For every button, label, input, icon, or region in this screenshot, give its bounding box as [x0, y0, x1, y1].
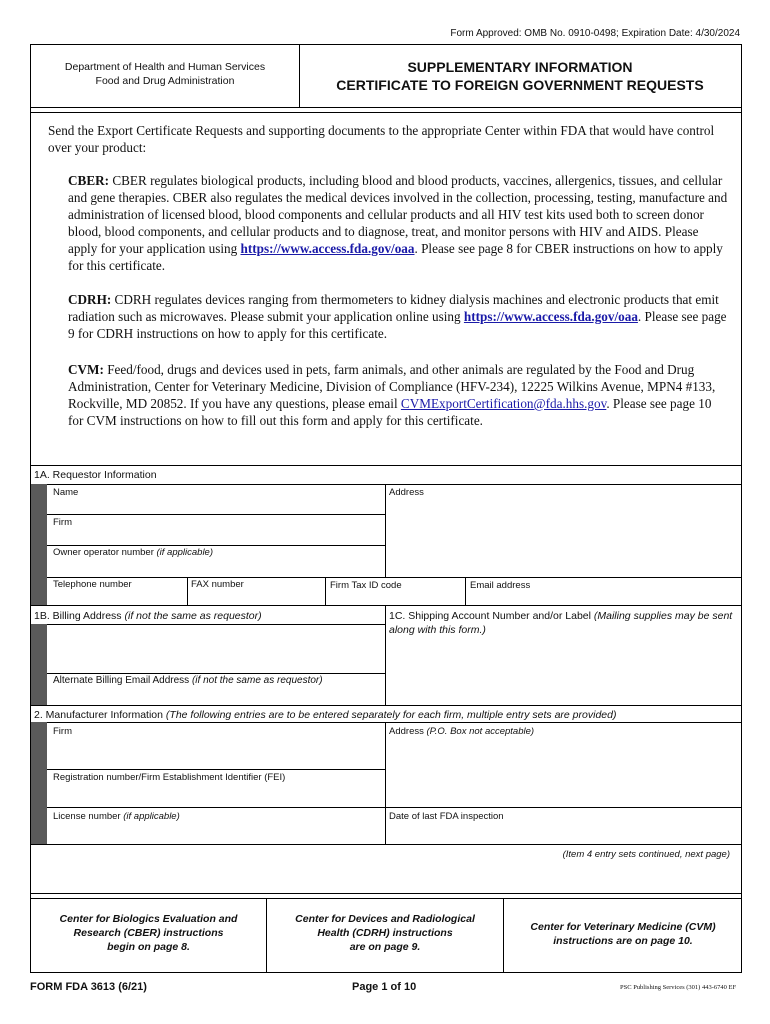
footer-cber-instructions: Center for Biologics Evaluation and Research (CBER) instructions begin on page 8.: [59, 913, 238, 953]
registration-field[interactable]: [48, 784, 384, 806]
address-field[interactable]: [387, 498, 740, 576]
cdrh-paragraph: CDRH: CDRH regulates devices ranging from thermometers to kidney dialysis machines and electronic products that emit radiation such as microwaves. Please submit your application online using https://www.access.fda.gov/oaa. Please see page 9 for CDRH instructions on how to apply for this certificate.: [68, 292, 727, 341]
owner-operator-label: Owner operator number (if applicable): [53, 547, 213, 558]
publisher-note: PSC Publishing Services (301) 443-6740 EF: [620, 984, 737, 991]
cvm-email-link[interactable]: CVMExportCertification@fda.hhs.gov: [400, 396, 607, 411]
tax-id-label: Firm Tax ID code: [330, 580, 402, 591]
mfr-firm-field[interactable]: [48, 738, 384, 768]
cdrh-link[interactable]: https://www.access.fda.gov/oaa: [463, 309, 638, 324]
continued-note: (Item 4 entry sets continued, next page): [562, 849, 730, 860]
telephone-label: Telephone number: [53, 579, 132, 590]
inspection-label: Date of last FDA inspection: [389, 811, 504, 822]
footer-cdrh-instructions: Center for Devices and Radiological Health (CDRH) instructions are on page 9.: [295, 913, 475, 953]
name-field[interactable]: [48, 498, 384, 514]
alt-billing-email-field[interactable]: [48, 688, 384, 704]
name-label: Name: [53, 487, 79, 498]
page-number: Page 1 of 10: [352, 981, 417, 993]
fax-label: FAX number: [191, 579, 244, 590]
billing-address-field[interactable]: [48, 626, 384, 672]
cvm-paragraph: CVM: Feed/food, drugs and devices used in pets, farm animals, and other animals are regulated by the Food and Drug Administration, Center for Veterinary Medicine, Division of Compliance (HFV-234), 12225 Wilkins Avenue, MPN4 #133, Rockville, MD 20852. If you have any questions, please email CVMExportCertification@fda.hhs.gov. Please see page 10 for CVM instructions on how to fill out this form and apply for this certificate.: [68, 362, 716, 428]
shipping-account-field[interactable]: [387, 638, 740, 704]
owner-operator-field[interactable]: [48, 558, 384, 576]
inspection-field[interactable]: [387, 823, 740, 843]
email-field[interactable]: [467, 590, 740, 604]
form-title: SUPPLEMENTARY INFORMATION CERTIFICATE TO FOREIGN GOVERNMENT REQUESTS: [336, 59, 704, 93]
license-label: License number (if applicable): [53, 811, 180, 822]
mfr-address-label: Address (P.O. Box not acceptable): [389, 726, 535, 737]
tax-id-field[interactable]: [327, 590, 464, 604]
registration-label: Registration number/Firm Establishment Identifier (FEI): [53, 772, 286, 783]
email-label: Email address: [470, 580, 531, 591]
fax-field[interactable]: [189, 590, 324, 604]
form-number: FORM FDA 3613 (6/21): [30, 981, 147, 993]
cber-link[interactable]: https://www.access.fda.gov/oaa: [240, 241, 415, 256]
intro-text: Send the Export Certificate Requests and supporting documents to the appropriate Center within FDA that would have control over your product:: [48, 123, 715, 155]
telephone-field[interactable]: [48, 590, 186, 604]
mfr-firm-label: Firm: [53, 726, 72, 737]
omb-approval: Form Approved: OMB No. 0910-0498; Expiration Date: 4/30/2024: [450, 28, 740, 39]
department-name: Department of Health and Human Services Food and Drug Administration: [64, 61, 266, 87]
section-1b-title: 1B. Billing Address (if not the same as requestor): [34, 610, 262, 622]
license-field[interactable]: [48, 823, 384, 843]
mfr-address-field[interactable]: [387, 738, 740, 806]
section-1c-title: 1C. Shipping Account Number and/or Label (Mailing supplies may be sent along with this form.): [389, 610, 733, 636]
section-2-title: 2. Manufacturer Information (The following entries are to be entered separately for each firm, multiple entry sets are provided): [34, 709, 617, 721]
section-1a-title: 1A. Requestor Information: [34, 469, 157, 481]
firm-field[interactable]: [48, 528, 384, 544]
cber-paragraph: CBER: CBER regulates biological products, including blood and blood products, vaccines, allergenics, tissues, and cellular and gene therapies. CBER also regulates the medical devices involved in the collection, processing, testing, manufacture and administration of licensed blood, blood components and cellular products and all HIV test kits used both to screen donor blood, blood components, and cellular products and to diagnose, treat, and monitor persons with HIV and AIDS. Please apply for your application using https://www.access.fda.gov/oaa. Please see page 8 for CBER instructions on how to apply for this certificate.: [68, 173, 728, 273]
footer-cvm-instructions: Center for Veterinary Medicine (CVM) instructions are on page 10.: [530, 921, 716, 947]
firm-label: Firm: [53, 517, 72, 528]
address-label: Address: [389, 487, 424, 498]
alt-billing-email-label: Alternate Billing Email Address (if not the same as requestor): [53, 675, 323, 686]
